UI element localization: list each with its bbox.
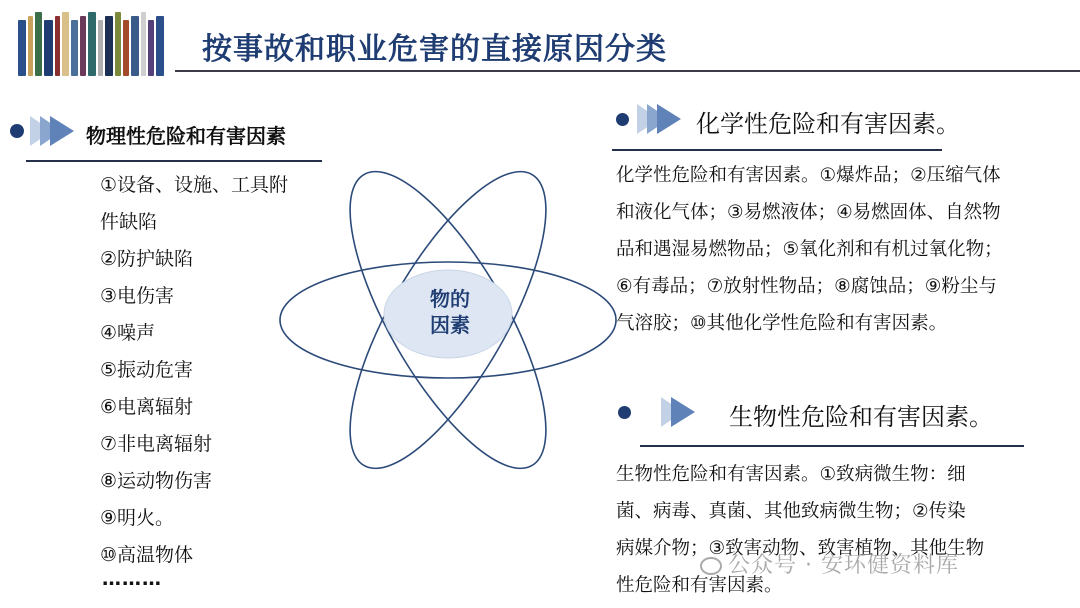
- list-item: ⑩高温物体: [100, 544, 194, 566]
- chemical-factors-body: [616, 157, 1076, 342]
- watermark: [700, 548, 959, 579]
- biological-section-marker-icon: [618, 397, 695, 427]
- biological-factors-body: [616, 456, 1036, 604]
- header-divider: [175, 70, 1080, 72]
- text-line: ⑥有毒品；⑦放射性物品；⑧腐蚀品；⑨粉尘与: [616, 276, 997, 297]
- books-logo: [18, 12, 164, 76]
- list-ellipsis: ………: [102, 568, 162, 590]
- center-label-line1: 物的: [430, 287, 470, 311]
- text-line: 和液化气体；③易燃液体；④易燃固体、自然物: [616, 202, 1001, 223]
- list-item: ③电伤害: [100, 285, 175, 307]
- book-spine: [105, 16, 113, 76]
- list-item: ④噪声: [100, 322, 156, 344]
- text-line: 化学性危险和有害因素。①爆炸品；②压缩气体: [616, 165, 1001, 186]
- text-line: 病媒介物；③致害动物、致害植物、其他生物: [616, 538, 985, 559]
- list-item: ②防护缺陷: [100, 248, 194, 270]
- book-spine: [156, 16, 164, 76]
- book-spine: [115, 12, 122, 76]
- book-spine: [71, 20, 78, 76]
- text-line: 性危险和有害因素。: [616, 575, 783, 596]
- watermark-text: 公众号 · 安环健资料库: [728, 553, 959, 578]
- chemical-factors-title: 化学性危险和有害因素。: [696, 110, 960, 138]
- text-line: 品和遇湿易燃物品；⑤氧化剂和有机过氧化物；: [616, 239, 1003, 260]
- book-spine: [35, 12, 42, 76]
- list-item: ⑨明火。: [100, 507, 175, 529]
- list-item: ⑧运动物伤害: [100, 470, 213, 492]
- book-spine: [28, 16, 34, 76]
- text-line: 菌、病毒、真菌、其他致病微生物；②传染: [616, 501, 966, 522]
- left-section-marker-icon: [10, 116, 74, 146]
- book-spine: [18, 20, 26, 76]
- center-label-line2: 因素: [430, 313, 470, 337]
- text-line: 生物性危险和有害因素。①致病微生物：细: [616, 464, 966, 485]
- biological-title-underline: [640, 445, 1024, 447]
- book-spine: [141, 12, 146, 76]
- arrow-dark-icon: [657, 104, 681, 134]
- bullet-dot-icon: [618, 406, 631, 419]
- list-item: ⑦非电离辐射: [100, 433, 213, 455]
- center-label: [400, 286, 500, 338]
- biological-factors-title: 生物性危险和有害因素。: [729, 403, 993, 431]
- list-item: ⑤振动危害: [100, 359, 194, 381]
- book-spine: [123, 20, 129, 76]
- chemical-section-marker-icon: [616, 104, 681, 134]
- list-item: ⑥电离辐射: [100, 396, 194, 418]
- book-spine: [148, 20, 155, 76]
- book-spine: [55, 16, 60, 76]
- book-spine: [131, 16, 139, 76]
- book-spine: [80, 16, 86, 76]
- list-item: ①设备、设施、工具附: [100, 174, 289, 196]
- book-spine: [44, 20, 52, 76]
- list-item: 件缺陷: [100, 211, 158, 233]
- book-spine: [62, 12, 70, 76]
- bullet-dot-icon: [616, 113, 629, 126]
- text-line: 气溶胶；⑩其他化学性危险和有害因素。: [616, 313, 948, 334]
- page-title: 按事故和职业危害的直接原因分类: [202, 32, 667, 67]
- book-spine: [88, 12, 96, 76]
- arrow-dark-icon: [50, 116, 74, 146]
- wechat-icon: [700, 557, 722, 575]
- arrow-dark-icon: [671, 397, 695, 427]
- physical-factors-title: 物理性危险和有害因素: [86, 124, 286, 148]
- book-spine: [98, 20, 103, 76]
- bullet-dot-icon: [10, 124, 24, 138]
- chemical-title-underline: [612, 149, 942, 151]
